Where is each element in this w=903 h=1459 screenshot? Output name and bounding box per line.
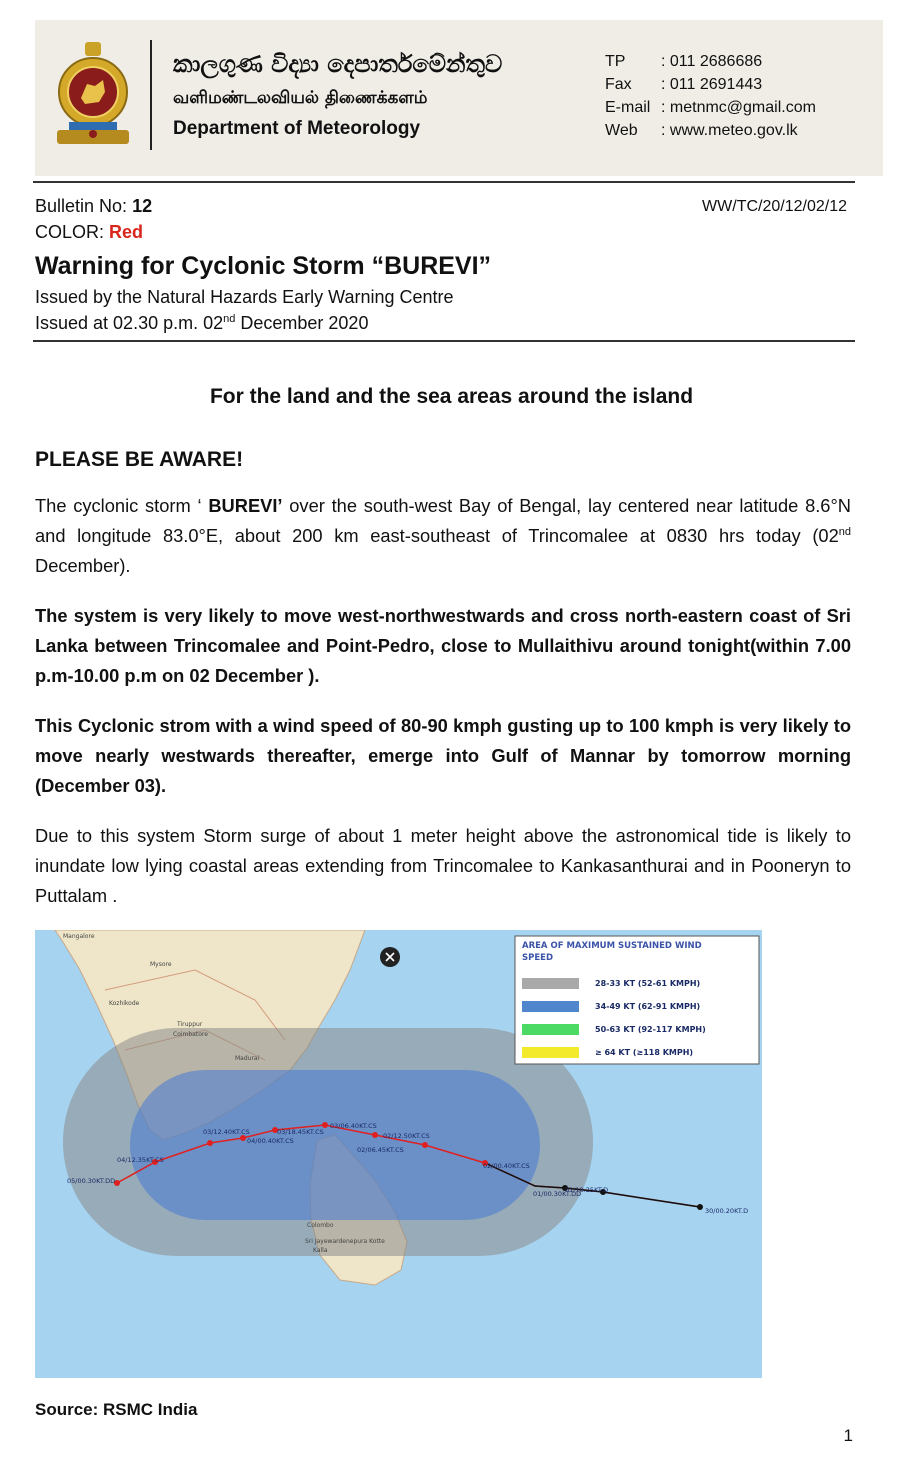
bulletin-color: COLOR: Red	[35, 222, 144, 242]
letterhead	[35, 20, 883, 176]
track-label: 04/12.35KT.CS	[117, 1156, 164, 1164]
track-point	[697, 1204, 703, 1210]
track-label: 03/18.45KT.CS	[277, 1128, 324, 1136]
bulletin-reference: WW/TC/20/12/02/12	[702, 198, 847, 215]
place-label: Kalla	[313, 1247, 328, 1254]
track-point	[422, 1142, 428, 1148]
place-label: Kozhikode	[109, 1000, 140, 1007]
legend-swatch-blue	[522, 1001, 579, 1012]
bulletin-number: Bulletin No: 12	[35, 196, 153, 216]
track-label: 02/06.45KT.CS	[357, 1146, 404, 1154]
track-label: 02/00.40KT.CS	[483, 1162, 530, 1170]
track-label: 30/00.20KT.D	[705, 1207, 749, 1215]
place-label: Colombo	[307, 1222, 334, 1229]
map-svg	[35, 930, 762, 1378]
cyclone-track-map	[35, 930, 762, 1378]
place-label: Mysore	[150, 961, 172, 968]
org-name-tamil: வளிமண்டலவியல் திணைக்களம்	[173, 88, 428, 108]
contact-row-tp: TP : 011 2686686	[605, 53, 763, 70]
place-label: Coimbatore	[173, 1031, 208, 1038]
aware-heading: PLEASE BE AWARE!	[35, 448, 244, 471]
track-label: 03/06.40KT.CS	[330, 1122, 377, 1130]
contact-block	[605, 50, 816, 142]
wind-legend	[515, 936, 759, 1064]
legend-swatch-grey	[522, 978, 579, 989]
track-label: 04/00.40KT.CS	[247, 1137, 294, 1145]
legend-title: AREA OF MAXIMUM SUSTAINED WIND SPEED	[522, 941, 702, 963]
top-rule	[33, 181, 855, 183]
contact-row-email: E-mail : metnmc@gmail.com	[605, 99, 816, 116]
place-label: Mangalore	[63, 933, 95, 940]
track-label: 05/00.30KT.DD	[67, 1177, 116, 1185]
paragraph-storm-surge: Due to this system Storm surge of about 1 meter height above the astronomical tide is likely to inundate low lying coastal areas extending from Trincomalee to Kankasanthurai and in Pooneryn to Puttalam .	[35, 825, 851, 906]
place-label: Tiruppur	[177, 1021, 203, 1028]
issued-by: Issued by the Natural Hazards Early Warning Centre	[35, 287, 454, 307]
legend-label: 34-49 KT (62-91 KMPH)	[595, 1002, 701, 1011]
place-label: Madurai	[235, 1055, 260, 1062]
paragraph-wind-speed: This Cyclonic strom with a wind speed of 80-90 kmph gusting up to 100 kmph is very likely to move nearly westwards thereafter, emerge into Gulf of Mannar by tomorrow morning (December 03).	[35, 715, 851, 796]
legend-label: 28-33 KT (52-61 KMPH)	[595, 979, 701, 988]
header-divider	[150, 40, 152, 150]
org-name-english: Department of Meteorology	[173, 118, 421, 139]
paragraph-movement: The system is very likely to move west-northwestwards and cross north-eastern coast of Sri Lanka between Trincomalee and Point-Pedro, close to Mullaithivu around tonight(within 7.00 p.m-10.00 p.m on 02 December ).	[35, 605, 851, 686]
bottom-rule	[33, 340, 855, 342]
track-label: 01/00.30KT.DD	[533, 1190, 582, 1198]
wind-zone-34-49kt	[130, 1070, 540, 1220]
org-name-sinhala: කාලගුණ විද්‍යා දෙපාර්තමේන්තුව	[173, 50, 503, 78]
track-label: 03/12.40KT.CS	[203, 1128, 250, 1136]
issued-at: Issued at 02.30 p.m. 02nd December 2020	[35, 313, 369, 333]
legend-swatch-green	[522, 1024, 579, 1035]
track-point	[372, 1132, 378, 1138]
track-point	[207, 1140, 213, 1146]
bulletin-title: Warning for Cyclonic Storm “BUREVI”	[35, 252, 492, 280]
sri-lanka-emblem-icon	[55, 40, 131, 148]
page-number: 1	[843, 1426, 853, 1445]
track-label: 01/18.25KT.D	[565, 1186, 609, 1194]
contact-row-web: Web : www.meteo.gov.lk	[605, 122, 798, 139]
track-label: 02/12.50KT.CS	[383, 1132, 430, 1140]
legend-label: ≥ 64 KT (≥118 KMPH)	[595, 1048, 694, 1057]
subtitle: For the land and the sea areas around the island	[209, 385, 694, 408]
paragraph-position: The cyclonic storm ‘ BUREVI’ over the south-west Bay of Bengal, lay centered near latitude 8.6°N and longitude 83.0°E, about 200 km east-southeast of Trincomalee at 0830 hrs today (02nd December).	[35, 495, 851, 576]
legend-label: 50-63 KT (92-117 KMPH)	[595, 1025, 706, 1034]
source-note: Source: RSMC India	[35, 1400, 198, 1419]
legend-swatch-yellow	[522, 1047, 579, 1058]
place-label: Sri Jayewardenepura Kotte	[305, 1238, 385, 1245]
contact-row-fax: Fax : 011 2691443	[605, 76, 763, 93]
